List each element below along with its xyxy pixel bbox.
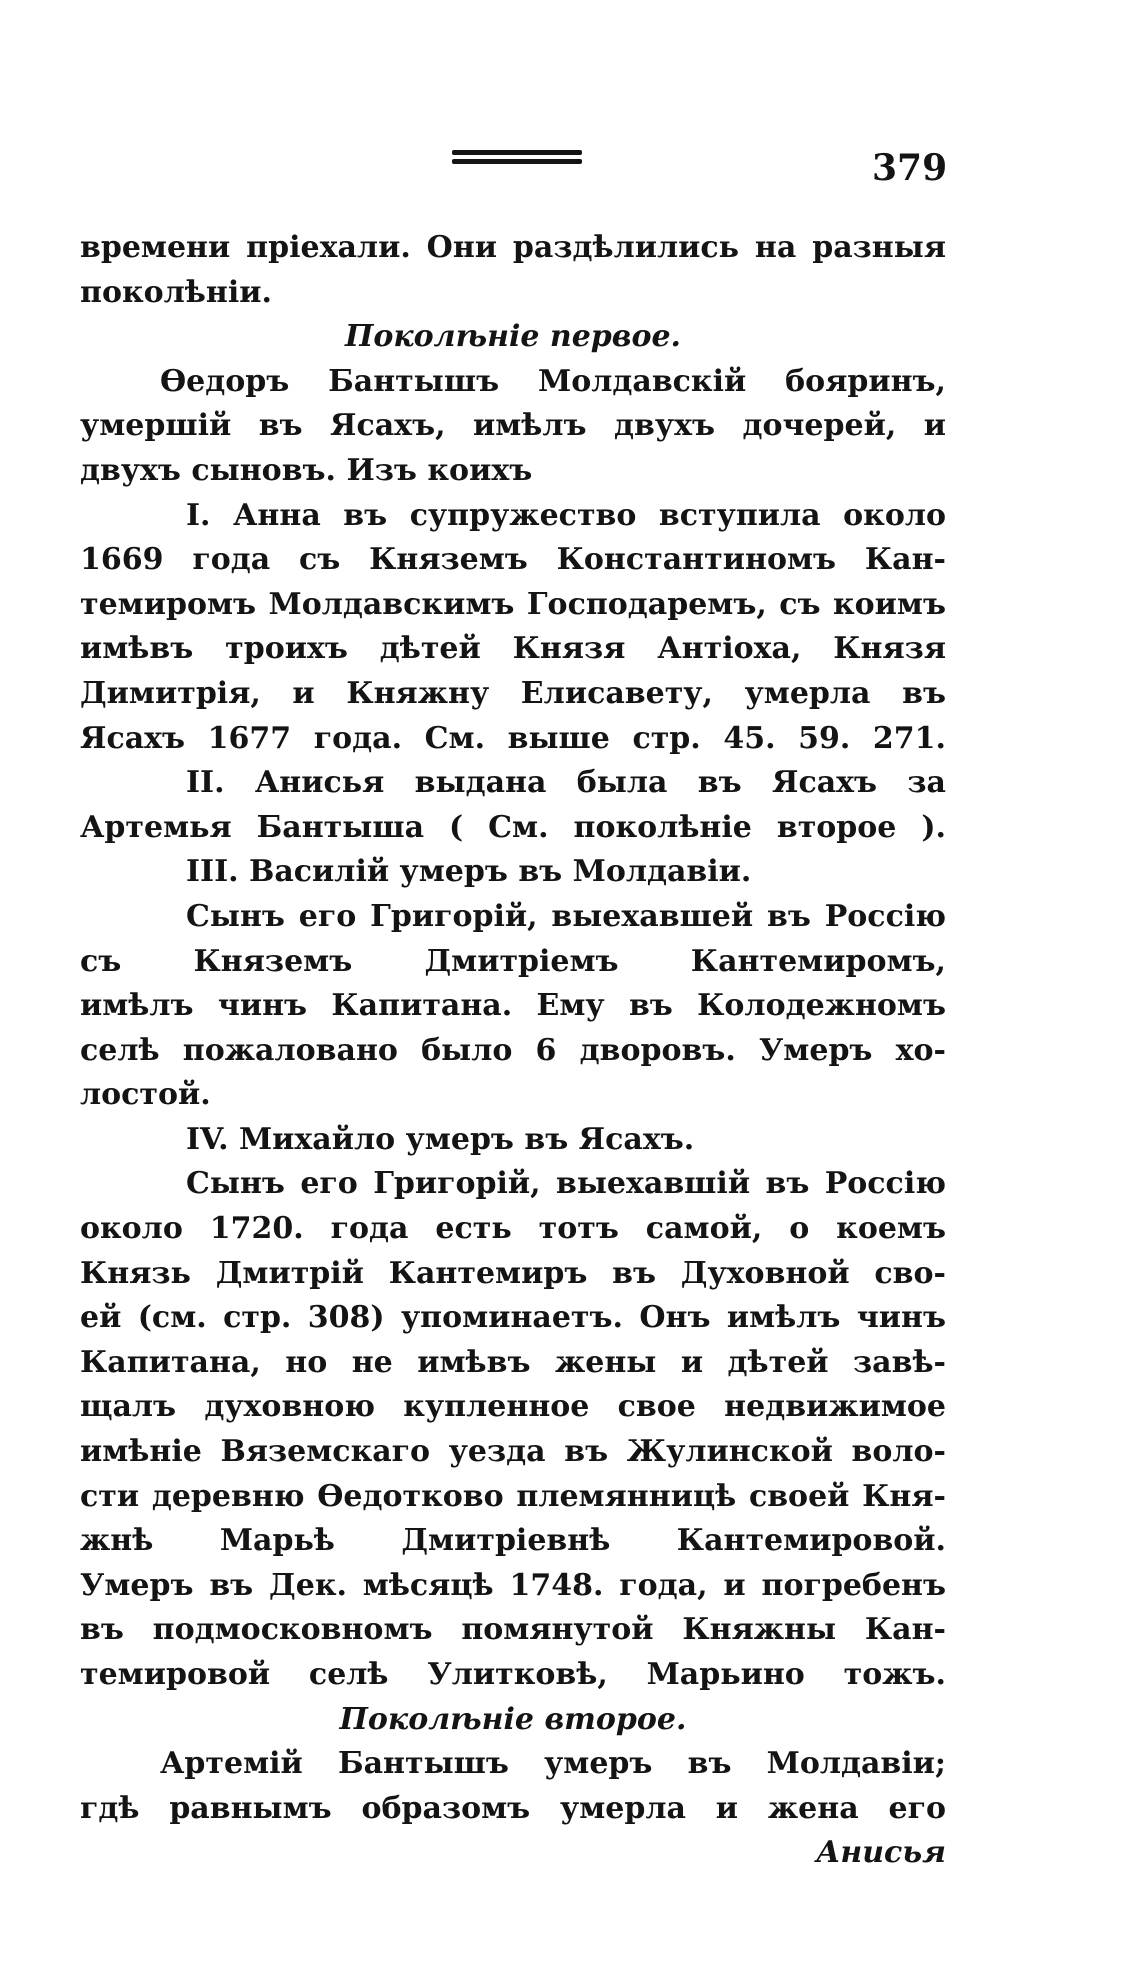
text-line: лостой. — [80, 1077, 211, 1113]
section-heading: Поколѣніе второе. — [339, 1701, 687, 1737]
text-line: селѣ пожаловано было 6 дворовъ. Умеръ хо- — [80, 1032, 946, 1068]
text-line: Димитрія, и Княжну Елисавету, умерла въ — [80, 675, 946, 711]
text-line: умершій въ Ясахъ, имѣлъ двухъ дочерей, и — [80, 408, 946, 444]
text-line: I. Анна въ супружество вступила около — [186, 497, 946, 533]
text-line: имѣвъ троихъ дѣтей Князя Антіоха, Князя — [80, 631, 946, 667]
text-line: ей (см. стр. 308) упоминаетъ. Онъ имѣлъ чинъ — [80, 1300, 946, 1336]
text-line: Князь Дмитрій Кантемиръ въ Духовной сво- — [80, 1255, 946, 1291]
body-text — [80, 226, 946, 1876]
text-line: щалъ духовною купленное свое недвижимое — [80, 1389, 946, 1425]
page-number: 379 — [872, 147, 948, 189]
text-line: Артемій Бантышъ умеръ въ Молдавіи; — [160, 1746, 946, 1782]
text-line: въ подмосковномъ помянутой Княжны Кан- — [80, 1612, 946, 1648]
text-line: сти деревню Ѳедотково племянницѣ своей Кня- — [80, 1478, 946, 1514]
text-line: III. Василій умеръ въ Молдавіи. — [186, 854, 752, 890]
text-line: Артемья Бантыша ( См. поколѣніе второе ). — [80, 809, 946, 845]
text-line: двухъ сыновъ. Изъ коихъ — [80, 452, 533, 488]
text-line: Ѳедоръ Бантышъ Молдавскій бояринъ, — [160, 363, 946, 399]
text-line: 1669 года съ Княземъ Константиномъ Кан- — [80, 542, 946, 578]
text-line: съ Княземъ Дмитріемъ Кантемиромъ, — [80, 943, 946, 979]
catchword: Анисья — [815, 1835, 946, 1871]
text-line: IV. Михайло умеръ въ Ясахъ. — [186, 1121, 695, 1157]
section-heading: Поколѣніе первое. — [344, 319, 682, 355]
text-line: темировой селѣ Улитковѣ, Марьино тожъ. — [80, 1657, 946, 1692]
text-line: поколѣніи. — [80, 274, 272, 310]
text-line: Сынъ его Григорій, выехавшей въ Россію — [186, 898, 946, 934]
text-line: Ясахъ 1677 года. См. выше стр. 45. 59. 271. — [80, 720, 946, 756]
text-line: имѣлъ чинъ Капитана. Ему въ Колодежномъ — [80, 988, 946, 1024]
text-line: Сынъ его Григорій, выехавшій въ Россію — [186, 1166, 946, 1202]
text-line: жнѣ Марьѣ Дмитріевнѣ Кантемировой. — [80, 1523, 946, 1559]
text-line: Умеръ въ Дек. мѣсяцѣ 1748. года, и погребенъ — [80, 1567, 946, 1603]
text-line: имѣніе Вяземскаго уезда въ Жулинской воло- — [80, 1434, 946, 1470]
text-line: Капитана, но не имѣвъ жены и дѣтей завѣ- — [80, 1344, 946, 1380]
header-ornament-rule — [452, 150, 582, 168]
text-line: темиромъ Молдавскимъ Господаремъ, съ коимъ — [80, 586, 946, 622]
text-line: времени пріехали. Они раздѣлились на разныя — [80, 230, 946, 265]
text-line: гдѣ равнымъ образомъ умерла и жена его — [80, 1790, 946, 1826]
text-line: II. Анисья выдана была въ Ясахъ за — [186, 765, 946, 801]
text-line: около 1720. года есть тотъ самой, о коемъ — [80, 1211, 946, 1247]
